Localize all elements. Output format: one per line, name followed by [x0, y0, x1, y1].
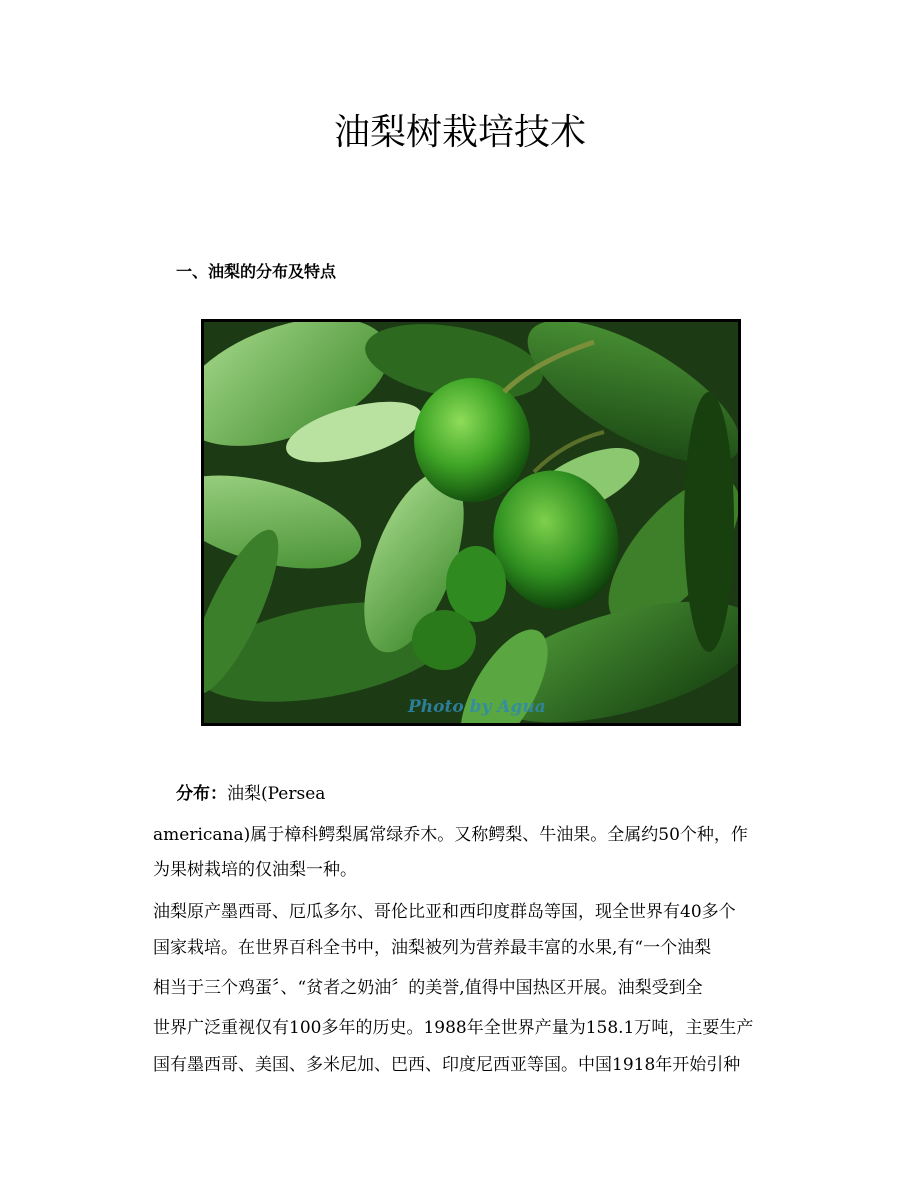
distribution-first-line	[176, 780, 325, 808]
paragraph-line: 世界广泛重视仅有100多年的历史。1988年全世界产量为158.1万吨，主要生产	[153, 1018, 754, 1038]
section-heading: 一、油梨的分布及特点	[176, 262, 337, 281]
photo-watermark: Photo by Agua	[408, 697, 546, 717]
paragraph-line: 国有墨西哥、美国、多米尼加、巴西、印度尼西亚等国。中国1918年开始引种	[153, 1055, 741, 1075]
paragraph-line: 相当于三个鸡蛋〞、“贫者之奶油〞的美誉,值得中国热区开展。油梨受到全	[153, 978, 703, 998]
paragraph-line: 国家栽培。在世界百科全书中，油梨被列为营养最丰富的水果,有“一个油梨	[153, 938, 712, 958]
paragraph-line: 油梨原产墨西哥、厄瓜多尔、哥伦比亚和西印度群岛等国，现全世界有40多个	[153, 902, 736, 922]
page-title: 油梨树栽培技术	[333, 112, 586, 153]
avocado-photo	[201, 319, 741, 726]
avocado-illustration	[204, 322, 738, 723]
paragraph-line: americana)属于樟科鳄梨属常绿乔木。又称鳄梨、牛油果。全属约50个种，作	[153, 825, 748, 845]
paragraph-line: 为果树栽培的仅油梨一种。	[153, 860, 357, 880]
distribution-label: 分布：	[176, 784, 227, 804]
distribution-first-line-text: 油梨(Persea	[227, 784, 326, 804]
